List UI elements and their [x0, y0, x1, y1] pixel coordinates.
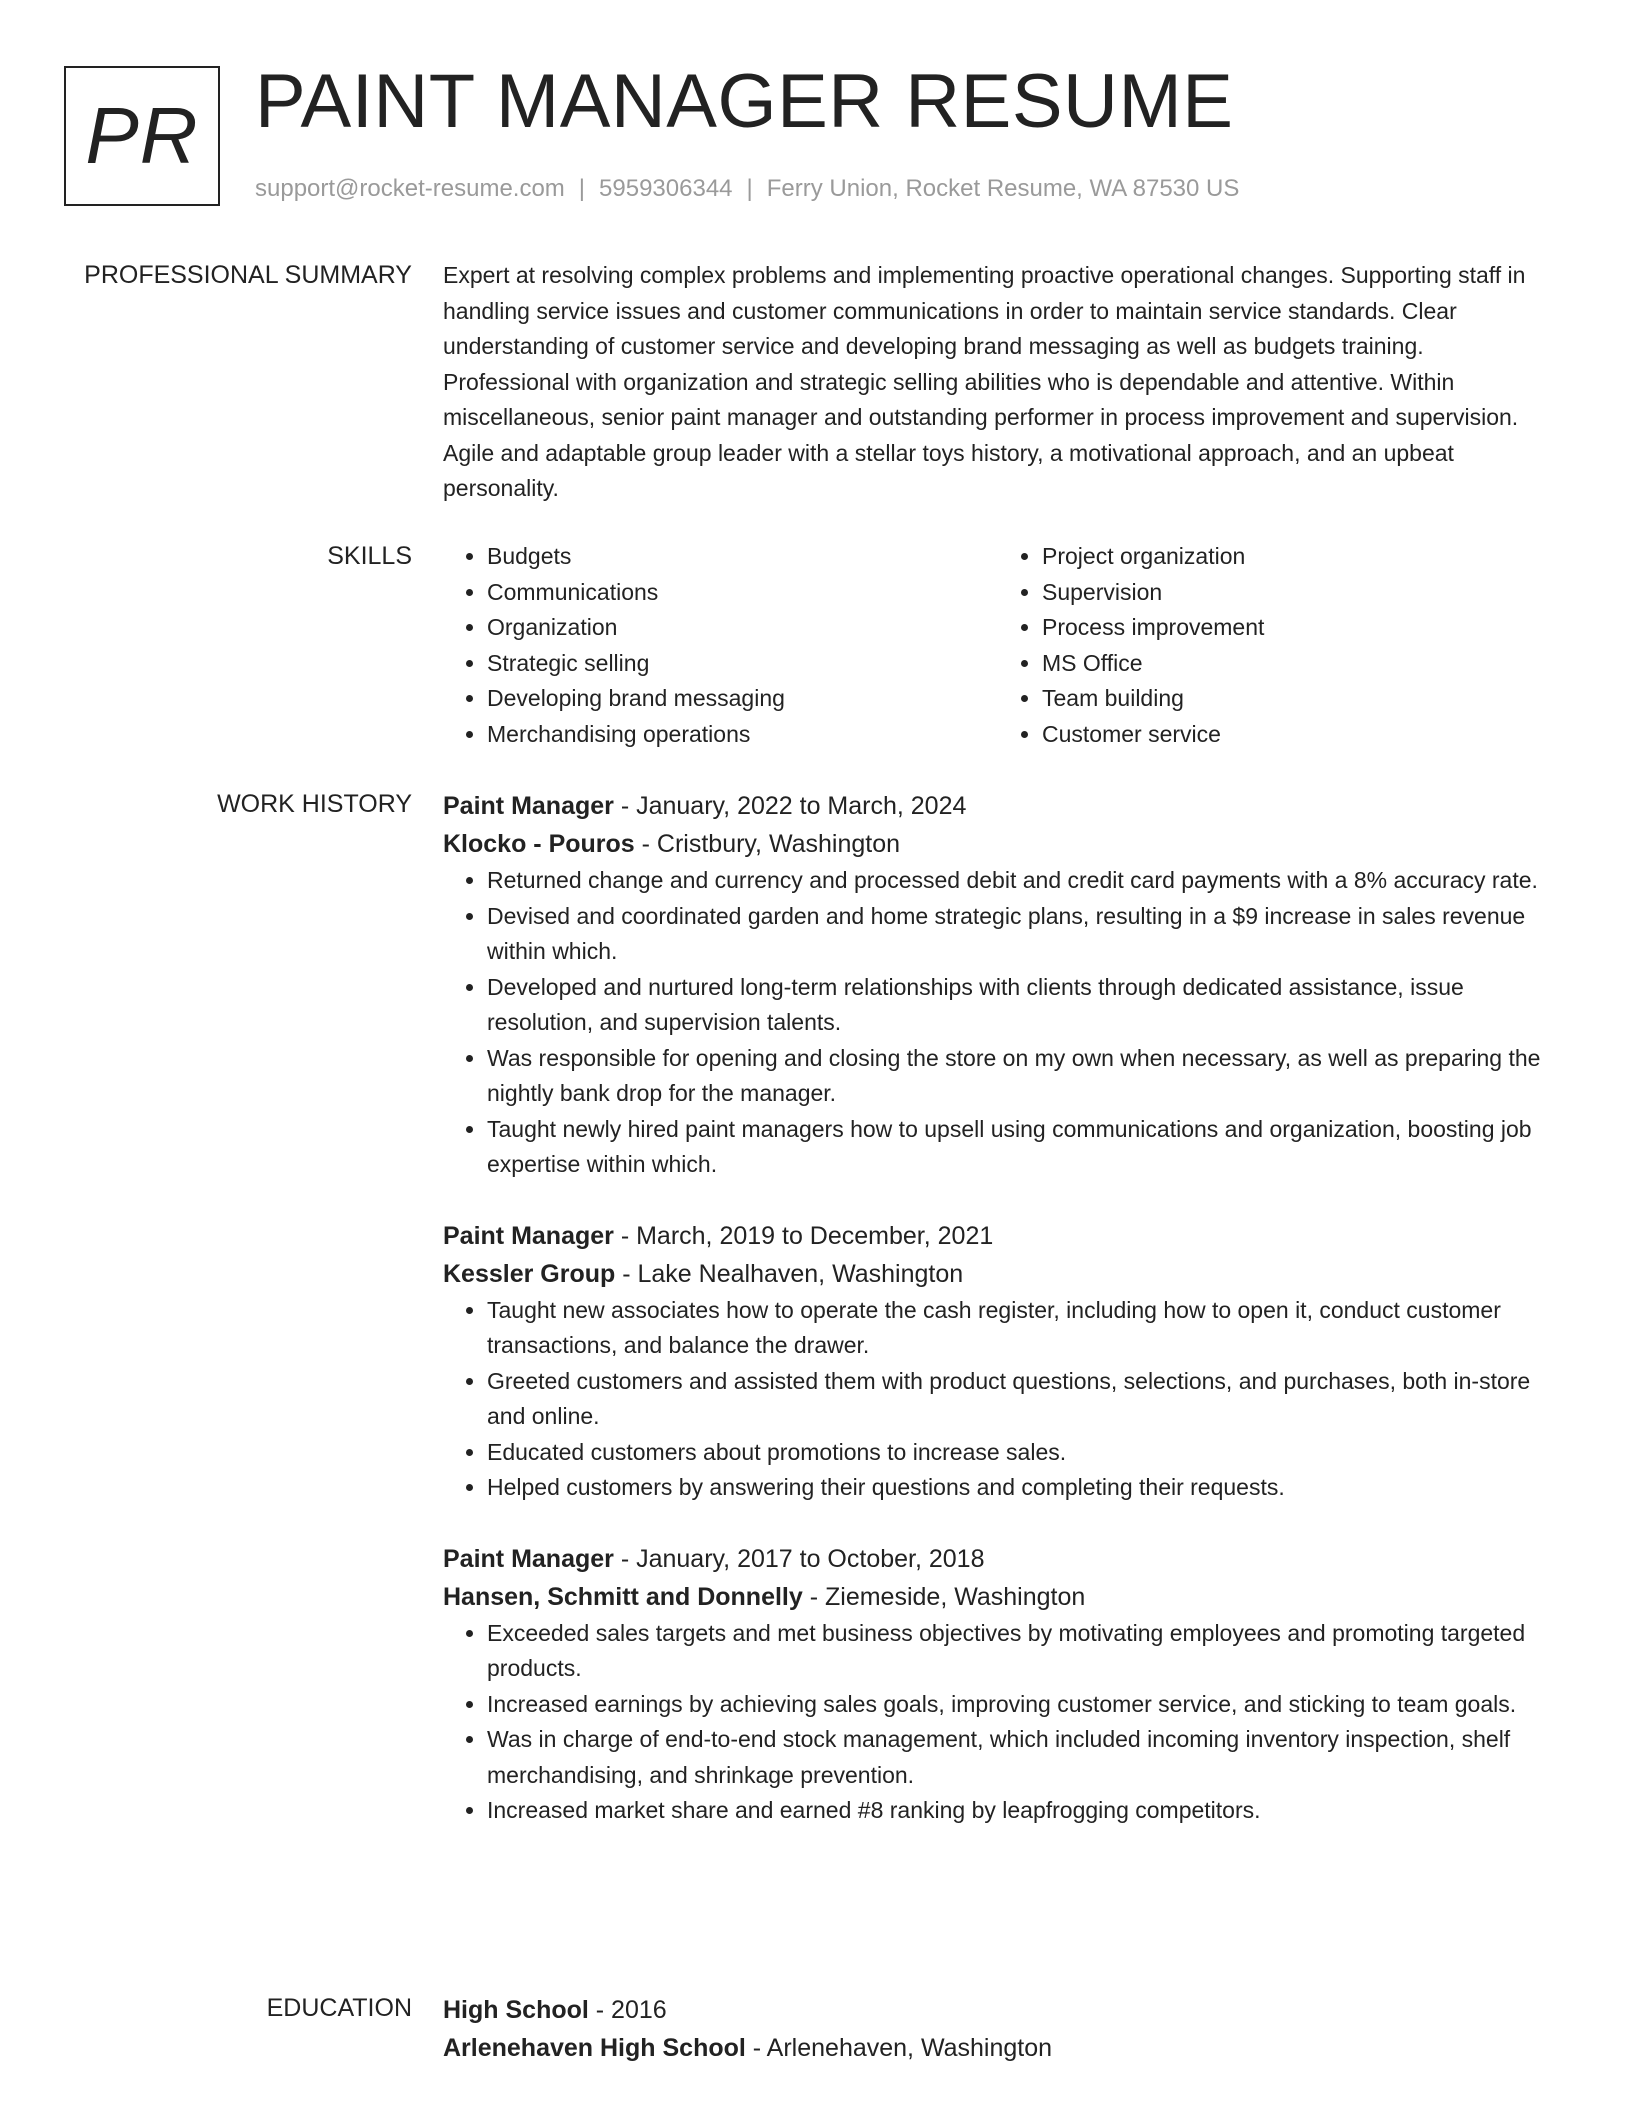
job-bullet: • Developed and nurtured long-term relationships with clients through dedicated assistance, issue resolution, and supervision talents.	[487, 970, 1553, 1041]
job-entry	[443, 1540, 1553, 1829]
job-company-line	[443, 1255, 1553, 1293]
contact-line	[255, 172, 1239, 206]
section-label-education: EDUCATION	[266, 1994, 412, 2022]
skills-list-right	[998, 539, 1553, 752]
education-location: - Arlenehaven, Washington	[745, 2034, 1053, 2062]
skill-item: • Team building	[1042, 681, 1553, 717]
job-bullet: • Educated customers about promotions to increase sales.	[487, 1435, 1553, 1471]
job-dates: - January, 2017 to October, 2018	[613, 1544, 985, 1573]
job-bullet-list	[443, 863, 1553, 1183]
contact-address: Ferry Union, Rocket Resume, WA 87530 US	[766, 175, 1240, 202]
work-history-body	[443, 787, 1553, 1863]
skill-item: • Organization	[487, 610, 998, 646]
job-company-line	[443, 825, 1553, 863]
contact-email: support@rocket-resume.com	[255, 175, 565, 202]
skill-item: • Strategic selling	[487, 646, 998, 682]
skill-item: • Customer service	[1042, 717, 1553, 753]
job-location: - Cristbury, Washington	[634, 830, 901, 858]
job-company-line	[443, 1578, 1553, 1616]
job-bullet-list	[443, 1616, 1553, 1829]
skill-item: • Process improvement	[1042, 610, 1553, 646]
job-bullet: • Devised and coordinated garden and home strategic plans, resulting in a $9 increase in sales revenue within which.	[487, 899, 1553, 970]
skill-item: • Developing brand messaging	[487, 681, 998, 717]
job-title-line	[443, 1540, 1553, 1578]
summary-text: Expert at resolving complex problems and implementing proactive operational changes. Supporting staff in handling service issues and customer communications in order to maintain service standards. Clear understanding of customer service and developing brand messaging as well as budgets training. Professional with organization and strategic selling abilities who is dependable and attentive. Within miscellaneous, senior paint manager and outstanding performer in process improvement and supervision. Agile and adaptable group leader with a stellar toys history, a motivational approach, and an upbeat personality.	[443, 262, 1526, 501]
skill-item: • MS Office	[1042, 646, 1553, 682]
skills-list-left	[443, 539, 998, 752]
skill-item: • Merchandising operations	[487, 717, 998, 753]
contact-separator: |	[578, 175, 586, 202]
job-bullet: • Greeted customers and assisted them with product questions, selections, and purchases, both in-store and online.	[487, 1364, 1553, 1435]
page-title: PAINT MANAGER RESUME	[255, 59, 1234, 144]
monogram-initials: PR	[85, 91, 199, 180]
monogram-logo	[64, 66, 220, 206]
skill-item: • Supervision	[1042, 575, 1553, 611]
skills-body	[443, 539, 1553, 752]
education-degree: High School	[443, 1996, 589, 2024]
job-location: - Ziemeside, Washington	[802, 1582, 1086, 1611]
job-entry	[443, 787, 1553, 1183]
job-bullet: • Increased earnings by achieving sales goals, improving customer service, and sticking to team goals.	[487, 1687, 1553, 1723]
job-company: Kessler Group	[443, 1259, 616, 1288]
education-school-line	[443, 2029, 1553, 2067]
job-dates: - January, 2022 to March, 2024	[613, 792, 967, 820]
summary-body	[443, 258, 1553, 507]
job-bullet-list	[443, 1293, 1553, 1506]
contact-separator: |	[746, 175, 753, 202]
job-bullet: • Was in charge of end-to-end stock management, which included incoming inventory inspection, shelf merchandising, and shrinkage prevention.	[487, 1722, 1553, 1793]
job-location: - Lake Nealhaven, Washington	[615, 1259, 964, 1288]
education-body	[443, 1991, 1553, 2067]
job-bullet: • Returned change and currency and processed debit and credit card payments with a 8% accuracy rate.	[487, 863, 1553, 899]
job-bullet: • Was responsible for opening and closing the store on my own when necessary, as well as preparing the nightly bank drop for the manager.	[487, 1041, 1553, 1112]
job-title: Paint Manager	[443, 792, 614, 820]
job-title-line	[443, 787, 1553, 825]
job-entry	[443, 1217, 1553, 1506]
job-bullet: • Taught new associates how to operate the cash register, including how to open it, conduct customer transactions, and balance the drawer.	[487, 1293, 1553, 1364]
contact-phone: 5959306344	[599, 175, 733, 202]
section-label-summary: PROFESSIONAL SUMMARY	[84, 261, 412, 289]
job-bullet: • Helped customers by answering their questions and completing their requests.	[487, 1470, 1553, 1506]
job-bullet: • Taught newly hired paint managers how to upsell using communications and organization, boosting job expertise within which.	[487, 1112, 1553, 1183]
skill-item: • Project organization	[1042, 539, 1553, 575]
job-title: Paint Manager	[443, 1544, 614, 1573]
job-bullet: • Increased market share and earned #8 ranking by leapfrogging competitors.	[487, 1793, 1553, 1829]
skill-item: • Budgets	[487, 539, 998, 575]
skills-columns	[443, 539, 1553, 752]
job-bullet: • Exceeded sales targets and met business objectives by motivating employees and promoting targeted products.	[487, 1616, 1553, 1687]
job-company: Hansen, Schmitt and Donnelly	[443, 1582, 803, 1611]
job-dates: - March, 2019 to December, 2021	[613, 1221, 994, 1250]
job-title-line	[443, 1217, 1553, 1255]
skill-item: • Communications	[487, 575, 998, 611]
education-school: Arlenehaven High School	[443, 2034, 746, 2062]
section-label-skills: SKILLS	[327, 542, 412, 570]
job-company: Klocko - Pouros	[443, 830, 635, 858]
education-year: - 2016	[588, 1996, 667, 2024]
job-title: Paint Manager	[443, 1221, 614, 1250]
section-label-work-history: WORK HISTORY	[217, 790, 412, 818]
education-degree-line	[443, 1991, 1553, 2029]
